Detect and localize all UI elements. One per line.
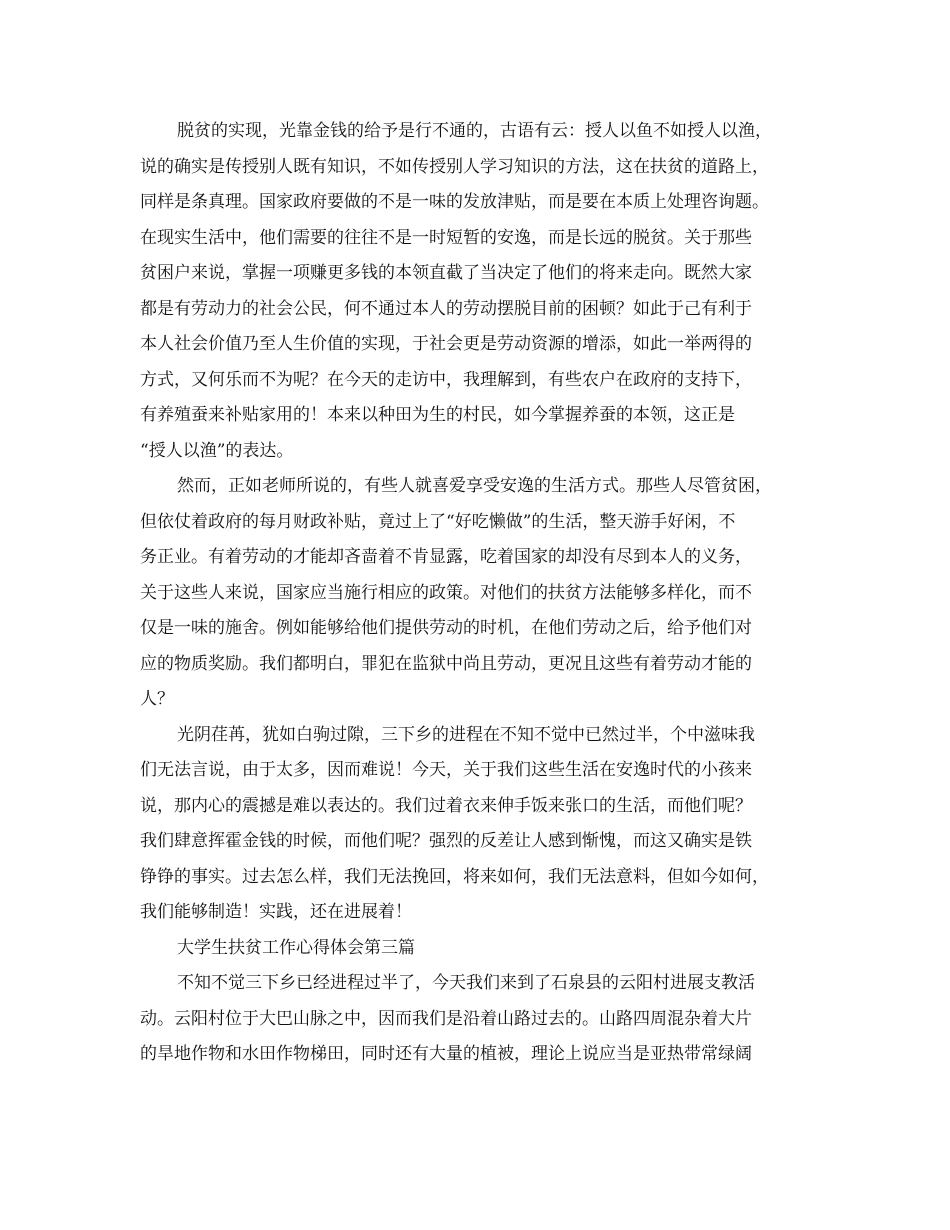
paragraph-3-line-2: 们无法言说，由于太多，因而难说！今天，关于我们这些生活在安逸时代的小孩来 — [140, 760, 752, 780]
paragraph-1-line-7: 本人社会价值乃至人生价值的实现，于社会更是劳动资源的增添，如此一举两得的 — [140, 334, 752, 354]
paragraph-1-line-1: 脱贫的实现，光靠金钱的给予是行不通的，古语有云：授人以鱼不如授人以渔， — [177, 121, 772, 141]
paragraph-2-line-3: 务正业。有着劳动的才能却吝啬着不肯显露，吃着国家的却没有尽到本人的义务， — [140, 547, 752, 567]
paragraph-2-line-4: 关于这些人来说，国家应当施行相应的政策。对他们的扶贫方法能够多样化，而不 — [140, 583, 752, 603]
paragraph-3-line-3: 说，那内心的震撼是难以表达的。我们过着衣来伸手饭来张口的生活，而他们呢？ — [140, 796, 752, 816]
paragraph-1-line-8: 方式，又何乐而不为呢？在今天的走访中，我理解到，有些农户在政府的支持下， — [140, 370, 752, 390]
paragraph-1-line-10: “授人以渔”的表达。 — [140, 441, 294, 461]
paragraph-2-line-1: 然而，正如老师所说的，有些人就喜爱享受安逸的生活方式。那些人尽管贫困， — [177, 476, 772, 496]
paragraph-1-line-9: 有养殖蚕来补贴家用的！本来以种田为生的村民，如今掌握养蚕的本领，这正是 — [140, 405, 735, 425]
paragraph-1-line-4: 在现实生活中，他们需要的往往不是一时短暂的安逸，而是长远的脱贫。关于那些 — [140, 228, 752, 248]
section-heading: 大学生扶贫工作心得体会第三篇 — [177, 938, 415, 958]
paragraph-4-line-3: 的旱地作物和水田作物梯田，同时还有大量的植被，理论上说应当是亚热带常绿阔 — [140, 1044, 752, 1064]
paragraph-1-line-2: 说的确实是传授别人既有知识，不如传授别人学习知识的方法，这在扶贫的道路上， — [140, 157, 769, 177]
paragraph-3-line-4: 我们肆意挥霍金钱的时候，而他们呢？强烈的反差让人感到惭愧，而这又确实是铁 — [140, 831, 752, 851]
paragraph-1-line-5: 贫困户来说，掌握一项赚更多钱的本领直截了当决定了他们的将来走向。既然大家 — [140, 263, 752, 283]
paragraph-3-line-5: 铮铮的事实。过去怎么样，我们无法挽回，将来如何，我们无法意料，但如今如何， — [140, 867, 769, 887]
paragraph-2-line-7: 人？ — [140, 689, 174, 709]
paragraph-4-line-1: 不知不觉三下乡已经进程过半了，今天我们来到了石泉县的云阳村进展支教活 — [177, 973, 755, 993]
paragraph-3-line-6: 我们能够制造！实践，还在进展着！ — [140, 902, 412, 922]
paragraph-3-line-1: 光阴荏苒，犹如白驹过隙，三下乡的进程在不知不觉中已然过半，个中滋味我 — [177, 725, 755, 745]
paragraph-1-line-6: 都是有劳动力的社会公民，何不通过本人的劳动摆脱目前的困顿？如此于己有利于 — [140, 299, 752, 319]
paragraph-1-line-3: 同样是条真理。国家政府要做的不是一味的发放津贴，而是要在本质上处理咨询题。 — [140, 192, 769, 212]
paragraph-2-line-2: 但依仗着政府的每月财政补贴，竟过上了“好吃懒做”的生活，整天游手好闲，不 — [140, 512, 736, 532]
paragraph-2-line-5: 仅是一味的施舍。例如能够给他们提供劳动的时机，在他们劳动之后，给予他们对 — [140, 618, 752, 638]
paragraph-2-line-6: 应的物质奖励。我们都明白，罪犯在监狱中尚且劳动，更况且这些有着劳动才能的 — [140, 654, 752, 674]
paragraph-4-line-2: 动。云阳村位于大巴山脉之中，因而我们是沿着山路过去的。山路四周混杂着大片 — [140, 1009, 752, 1029]
